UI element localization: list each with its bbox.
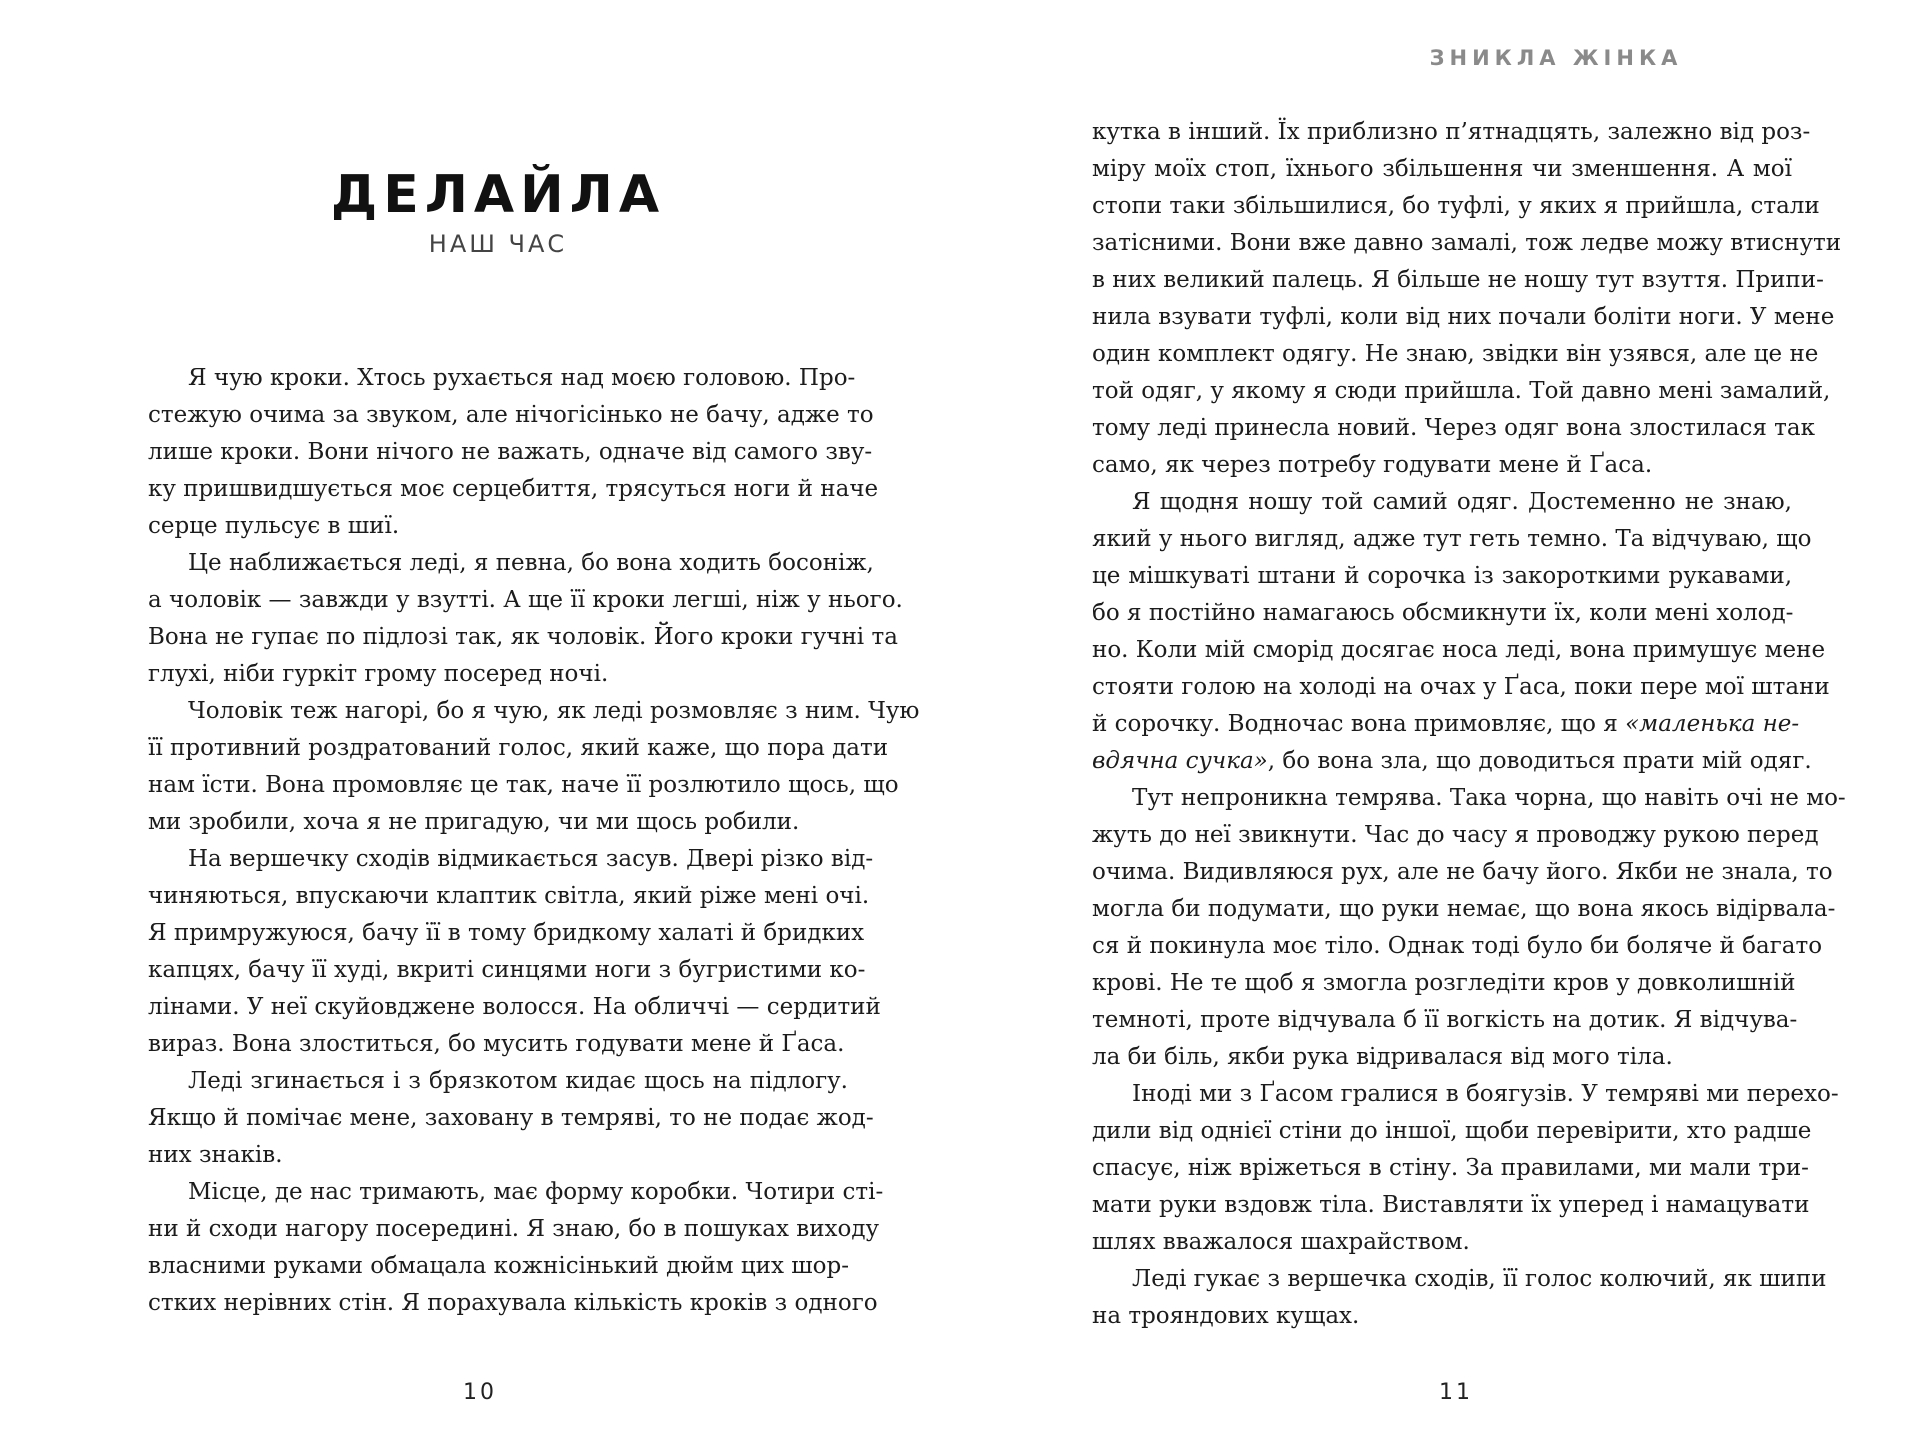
text-line: очима. Видивляюся рух, але не бачу його. Якби не знала, то bbox=[1092, 859, 1833, 885]
text-line bbox=[1092, 706, 1800, 743]
page-number: 11 bbox=[1439, 1380, 1473, 1405]
text-line: це мішкуваті штани й сорочка із закороткими рукавами, bbox=[1092, 563, 1792, 589]
text-line: но. Коли мій сморід досягає носа леді, вона примушує мене bbox=[1092, 637, 1826, 663]
text-line bbox=[1092, 743, 1812, 780]
text-line: один комплект одягу. Не знаю, звідки він узявся, але це не bbox=[1092, 341, 1819, 367]
text-line: глухі, ніби гуркіт грому посеред ночі. bbox=[148, 661, 609, 687]
text-line: серце пульсує в шиї. bbox=[148, 513, 400, 539]
text-line: Леді згинається і з брязкотом кидає щось на підлогу. bbox=[188, 1068, 848, 1094]
page-number: 10 bbox=[463, 1380, 497, 1405]
text-line: нам їсти. Вона промовляє це так, наче її розлютило щось, що bbox=[148, 772, 899, 798]
text-line: Іноді ми з Ґасом гралися в боягузів. У темряві ми перехо- bbox=[1132, 1081, 1839, 1107]
text-line: бо я постійно намагаюсь обсмикнути їх, коли мені холод- bbox=[1092, 600, 1794, 626]
text-line: лінами. У неї скуйовджене волосся. На обличчі — сердитий bbox=[148, 994, 881, 1020]
text-line: стояти голою на холоді на очах у Ґаса, поки пере мої штани bbox=[1092, 674, 1830, 700]
text-line: Я чую кроки. Хтось рухається над моєю головою. Про- bbox=[188, 365, 856, 391]
text-line: а чоловік — завжди у взутті. А ще її кроки легші, ніж у нього. bbox=[148, 587, 903, 613]
text-line: стких нерівних стін. Я порахувала кількість кроків з одного bbox=[148, 1290, 878, 1316]
text-line: могла би подумати, що руки немає, що вона якось відірвала- bbox=[1092, 896, 1836, 922]
text-line: Це наближається леді, я певна, бо вона ходить босоніж, bbox=[188, 550, 874, 576]
text-line: Я примружуюся, бачу її в тому бридкому халаті й бридких bbox=[148, 920, 865, 946]
text-line: ку пришвидшується моє серцебиття, трясуться ноги й наче bbox=[148, 476, 879, 502]
text-line: нила взувати туфлі, коли від них почали боліти ноги. У мене bbox=[1092, 304, 1835, 330]
right-page-body bbox=[1092, 114, 1846, 1335]
text-line: ми зробили, хоча я не пригадую, чи ми щось робили. bbox=[148, 809, 800, 835]
right-page bbox=[960, 0, 1920, 1440]
text-line: спасує, ніж вріжеться в стіну. За правилами, ми мали три- bbox=[1092, 1155, 1809, 1181]
text-line: тому леді принесла новий. Через одяг вона злостилася так bbox=[1092, 415, 1815, 441]
text-line: Леді гукає з вершечка сходів, її голос колючий, як шипи bbox=[1132, 1266, 1827, 1292]
text-line: Тут непроникна темрява. Така чорна, що навіть очі не мо- bbox=[1132, 785, 1846, 811]
text-line: затісними. Вони вже давно замалі, тож ледве можу втиснути bbox=[1092, 230, 1842, 256]
text-line: само, як через потребу годувати мене й Ґаса. bbox=[1092, 452, 1653, 478]
left-page-body bbox=[148, 360, 920, 1322]
text-line: Вона не гупає по підлозі так, як чоловік. Його кроки гучні та bbox=[148, 624, 898, 650]
text-segment: , бо вона зла, що доводиться прати мій одяг. bbox=[1267, 748, 1812, 774]
text-line: них знаків. bbox=[148, 1142, 283, 1168]
text-line: ся й покинула моє тіло. Однак тоді було би боляче й багато bbox=[1092, 933, 1823, 959]
text-line: той одяг, у якому я сюди прийшла. Той давно мені замалий, bbox=[1092, 378, 1831, 404]
text-line: міру моїх стоп, їхнього збільшення чи зменшення. А мої bbox=[1092, 156, 1792, 182]
text-line: темноті, проте відчувала б її вогкість на дотик. Я відчува- bbox=[1092, 1007, 1798, 1033]
text-line: Я щодня ношу той самий одяг. Достеменно не знаю, bbox=[1132, 489, 1792, 515]
quoted-italic-text: вдячна сучка» bbox=[1092, 748, 1268, 774]
text-segment: й сорочку. Водночас вона примовляє, що я bbox=[1092, 711, 1626, 737]
text-line: крові. Не те щоб я змогла розгледіти кров у довколишній bbox=[1092, 970, 1796, 996]
text-line: вираз. Вона злоститься, бо мусить годувати мене й Ґаса. bbox=[148, 1031, 845, 1057]
text-line: чиняються, впускаючи клаптик світла, який ріже мені очі. bbox=[148, 883, 870, 909]
text-line: кутка в інший. Їх приблизно п’ятнадцять, залежно від роз- bbox=[1092, 119, 1811, 145]
text-line: лише кроки. Вони нічого не важать, одначе від самого зву- bbox=[148, 439, 873, 465]
text-line: ла би біль, якби рука відривалася від мого тіла. bbox=[1092, 1044, 1673, 1070]
text-line: стопи таки збільшилися, бо туфлі, у яких я прийшла, стали bbox=[1092, 193, 1820, 219]
text-line: капцях, бачу її худі, вкриті синцями ноги з бугристими ко- bbox=[148, 957, 866, 983]
chapter-subtitle: НАШ ЧАС bbox=[428, 230, 568, 258]
text-line: дили від однієї стіни до іншої, щоби перевірити, хто радше bbox=[1092, 1118, 1812, 1144]
text-line: На вершечку сходів відмикається засув. Двері різко від- bbox=[188, 846, 874, 872]
text-line: Якщо й помічає мене, заховану в темряві, то не подає жод- bbox=[148, 1105, 874, 1131]
text-line: шлях вважалося шахрайством. bbox=[1092, 1229, 1470, 1255]
text-line: який у нього вигляд, адже тут геть темно. Та відчуваю, що bbox=[1092, 526, 1812, 552]
text-line: в них великий палець. Я більше не ношу тут взуття. Припи- bbox=[1092, 267, 1824, 293]
text-line: стежую очима за звуком, але нічогісінько не бачу, адже то bbox=[148, 402, 874, 428]
text-line: Чоловік теж нагорі, бо я чую, як леді розмовляє з ним. Чую bbox=[188, 698, 920, 724]
text-line: на трояндових кущах. bbox=[1092, 1303, 1360, 1329]
text-line: ни й сходи нагору посередині. Я знаю, бо в пошуках виходу bbox=[148, 1216, 880, 1242]
quoted-italic-text: «маленька не- bbox=[1625, 711, 1800, 737]
running-header: ЗНИКЛА ЖІНКА bbox=[1429, 46, 1683, 70]
text-line: її противний роздратований голос, який каже, що пора дати bbox=[148, 735, 889, 761]
text-line: жуть до неї звикнути. Час до часу я проводжу рукою перед bbox=[1092, 822, 1819, 848]
text-line: Місце, де нас тримають, має форму коробки. Чотири сті- bbox=[188, 1179, 884, 1205]
text-line: власними руками обмацала кожнісінький дюйм цих шор- bbox=[148, 1253, 849, 1279]
text-line: мати руки вздовж тіла. Виставляти їх уперед і намацувати bbox=[1092, 1192, 1810, 1218]
chapter-title: ДЕЛАЙЛА bbox=[330, 165, 666, 225]
